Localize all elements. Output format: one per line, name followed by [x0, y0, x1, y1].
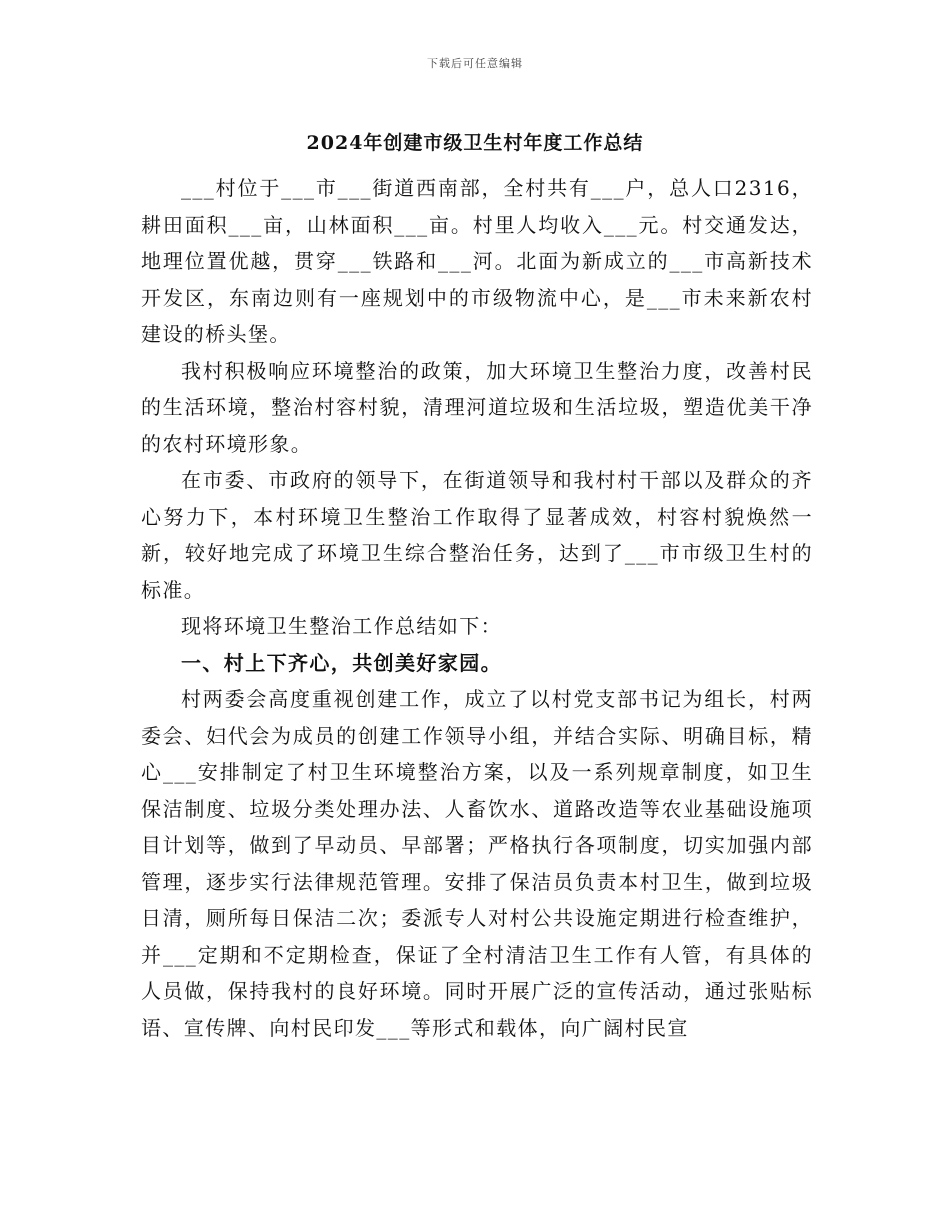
document-title: 2024年创建市级卫生村年度工作总结	[306, 132, 644, 154]
paragraph-achievements: 在市委、市政府的领导下，在街道领导和我村村干部以及群众的齐心努力下，本村环境卫生整治工作取得了显著成效，村容村貌焕然一新，较好地完成了环境卫生综合整治任务，达到了___市市级卫生村的标准。	[141, 468, 813, 602]
document-body	[141, 170, 813, 1046]
paragraph-committee-work: 村两委会高度重视创建工作，成立了以村党支部书记为组长，村两委会、妇代会为成员的创建工作领导小组，并结合实际、明确目标，精心___安排制定了村卫生环境整治方案，以及一系列规章制度，如卫生保洁制度、垃圾分类处理办法、人畜饮水、道路改造等农业基础设施项目计划等，做到了早动员、早部署；严格执行各项制度，切实加强内部管理，逐步实行法律规范管理。安排了保洁员负责本村卫生，做到垃圾日清，厕所每日保洁二次；委派专人对村公共设施定期进行检查维护，并___定期和不定期检查，保证了全村清洁卫生工作有人管，有具体的人员做，保持我村的良好环境。同时开展广泛的宣传活动，通过张贴标语、宣传牌、向村民印发___等形式和载体，向广阔村民宣	[141, 687, 813, 1040]
paragraph-policy-response: 我村积极响应环境整治的政策，加大环境卫生整治力度，改善村民的生活环境，整治村容村貌，清理河道垃圾和生活垃圾，塑造优美干净的农村环境形象。	[141, 358, 813, 456]
section-heading-1: 一、村上下齐心，共创美好家园。	[181, 650, 502, 675]
header-note: 下载后可任意编辑	[427, 57, 523, 70]
paragraph-village-overview: ___村位于___市___街道西南部，全村共有___户，总人口2316，耕田面积___亩，山林面积___亩。村里人均收入___元。村交通发达，地理位置优越，贯穿___铁路和___河。北面为新成立的___市高新技术开发区，东南边则有一座规划中的市级物流中心，是___市未来新农村建设的桥头堡。	[141, 176, 813, 346]
paragraph-summary-intro: 现将环境卫生整治工作总结如下：	[181, 614, 502, 638]
